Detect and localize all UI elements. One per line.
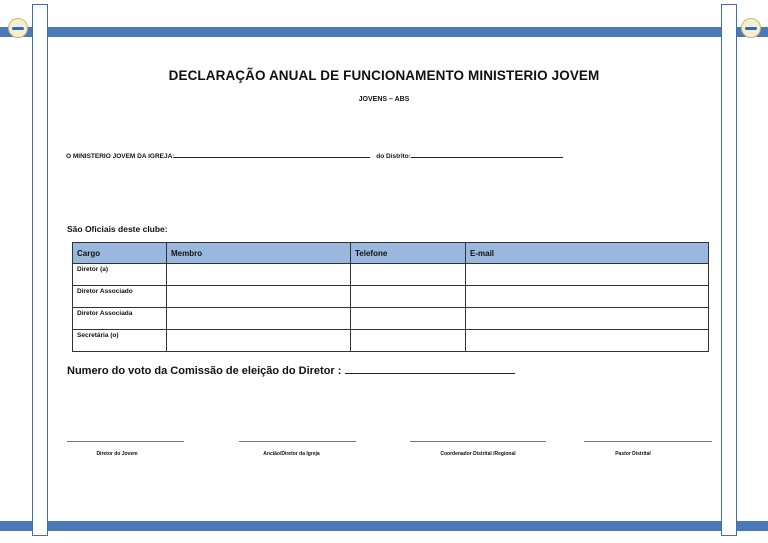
top-border-band bbox=[0, 27, 768, 37]
telefone-cell[interactable] bbox=[351, 286, 466, 308]
bottom-border-band bbox=[0, 521, 768, 531]
officers-table bbox=[72, 242, 709, 352]
signature-label-elder: Ancião/Diretor da Igreja bbox=[263, 451, 320, 457]
church-label: O MINISTERIO JOVEM DA IGREJA: bbox=[66, 153, 175, 160]
right-frame-post bbox=[721, 4, 737, 536]
cargo-cell: Diretor Associado bbox=[73, 286, 167, 308]
signature-label-director: Diretor do Jovem bbox=[96, 451, 138, 457]
church-blank[interactable] bbox=[174, 151, 370, 158]
table-row bbox=[73, 330, 709, 352]
vote-blank[interactable] bbox=[345, 364, 515, 374]
signature-line bbox=[239, 441, 356, 442]
vote-label: Numero do voto da Comissão de eleição do Diretor : bbox=[67, 365, 342, 377]
membro-cell[interactable] bbox=[167, 330, 351, 352]
membro-cell[interactable] bbox=[167, 308, 351, 330]
email-cell[interactable] bbox=[466, 308, 709, 330]
officers-heading: São Oficiais deste clube: bbox=[67, 224, 168, 234]
cargo-cell: Diretor (a) bbox=[73, 264, 167, 286]
cargo-cell: Diretor Associada bbox=[73, 308, 167, 330]
district-blank[interactable] bbox=[411, 151, 563, 158]
membro-cell[interactable] bbox=[167, 286, 351, 308]
cargo-cell: Secretária (o) bbox=[73, 330, 167, 352]
table-row bbox=[73, 264, 709, 286]
email-cell[interactable] bbox=[466, 286, 709, 308]
left-frame-post bbox=[32, 4, 48, 536]
membro-cell[interactable] bbox=[167, 264, 351, 286]
logo-icon bbox=[8, 18, 28, 38]
logo-icon bbox=[741, 18, 761, 38]
column-header-cargo: Cargo bbox=[73, 243, 167, 264]
email-cell[interactable] bbox=[466, 264, 709, 286]
document-title: DECLARAÇÃO ANUAL DE FUNCIONAMENTO MINISTERIO JOVEM bbox=[168, 68, 600, 83]
column-header-email: E-mail bbox=[466, 243, 709, 264]
vote-count-line bbox=[67, 364, 515, 377]
church-district-line bbox=[66, 151, 563, 160]
document-subtitle: JOVENS – ABS bbox=[358, 96, 410, 103]
table-row bbox=[73, 286, 709, 308]
signature-line bbox=[67, 441, 184, 442]
signature-label-coordinator: Coordenador Distrital /Regional bbox=[440, 451, 516, 457]
telefone-cell[interactable] bbox=[351, 264, 466, 286]
telefone-cell[interactable] bbox=[351, 330, 466, 352]
district-label: do Distrito: bbox=[376, 153, 411, 160]
email-cell[interactable] bbox=[466, 330, 709, 352]
signature-line bbox=[584, 441, 712, 442]
table-header-row bbox=[73, 243, 709, 264]
signature-label-pastor: Pastor Distrital bbox=[615, 451, 651, 457]
column-header-telefone: Telefone bbox=[351, 243, 466, 264]
table-row bbox=[73, 308, 709, 330]
column-header-membro: Membro bbox=[167, 243, 351, 264]
signature-line bbox=[410, 441, 546, 442]
telefone-cell[interactable] bbox=[351, 308, 466, 330]
